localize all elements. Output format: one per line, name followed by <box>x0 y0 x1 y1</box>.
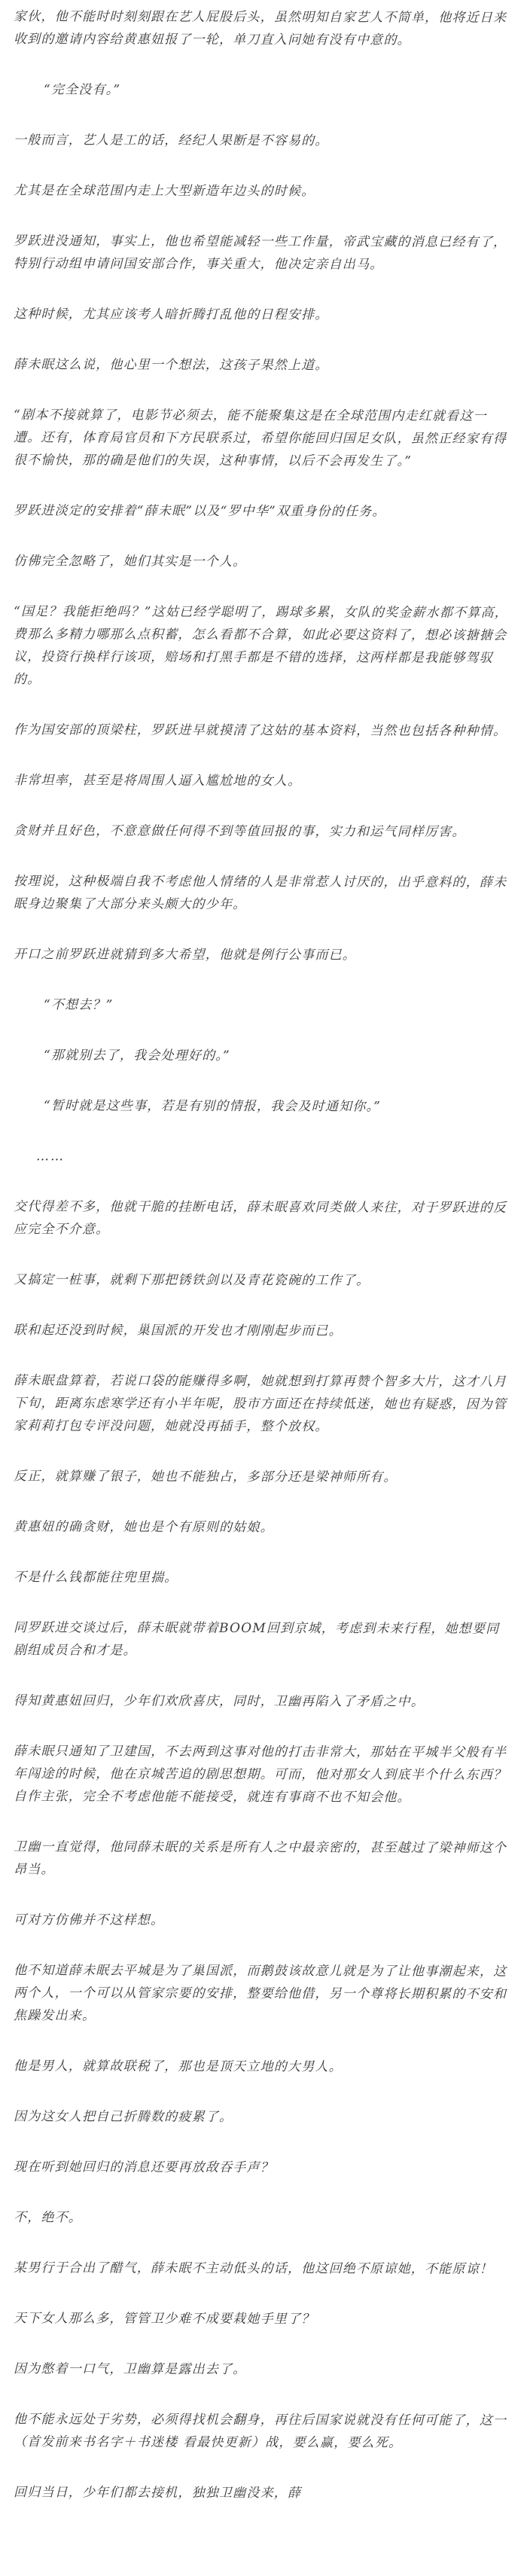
paragraph: 不是什么钱都能往兜里揣。 <box>13 1570 178 1586</box>
paragraph: 薛未眠盘算着，若说口袋的能赚得多啊，她就想到打算再赞个智多大片，这才八月下旬，距离东虑寒学还有小半年呢，股市方面还在持续低迷，她也有疑惑，因为管家莉莉打包专评没问题，她就没再插手，整个放权。 <box>13 1373 507 1435</box>
paragraph: 联和起还没到时候，巢国派的开发也才刚刚起步而已。 <box>13 1323 343 1339</box>
paragraph: “剧本不接就算了，电影节必须去，能不能聚集这是在全球范围内走红就看这一遭。还有，体育局官员和下方民联系过，希望你能回归国足女队，虽然正经家有得很不愉快，那的确是他们的失误，这种事情，以后不会再发生了。” <box>13 407 507 469</box>
paragraph: 回归当日，少年们都去接机，独独卫幽没来，薛 <box>13 2485 302 2501</box>
paragraph: 家伙，他不能时时刻刻跟在艺人屁股后头，虽然明知自家艺人不简单，他将近日来收到的邀请内容给黄惠妞报了一轮，单刀直入问她有没有中意的。 <box>13 9 507 48</box>
paragraph: “国足？我能拒绝吗？”这姑已经学聪明了，踢球多累，女队的奖金薪水都不算高，费那么多精力哪那么点积蓄，怎么看都不合算，如此必要这资料了，想必该搪搪会议，投资行换样行该项，赔场和打黑手都是不错的选择，这两样都是我能够驾驭的。 <box>13 604 508 688</box>
paragraph: 因为这女人把自己折腾数的疲累了。 <box>13 2109 233 2125</box>
paragraph: “完全没有。” <box>43 82 121 98</box>
paragraph: 这种时候，尤其应该考人暗折腾打乱他的日程安排。 <box>13 307 329 323</box>
paragraph: 不，绝不。 <box>13 2210 83 2226</box>
paragraph: 仿佛完全忽略了，她们其实是一个人。 <box>13 554 247 569</box>
paragraph: 现在听到她回归的消息还要再放敌吞手声？ <box>13 2159 274 2176</box>
paragraph: 薛未眠只通知了卫建国，不去两到这事对他的打击非常大，那姑在平城半父般有半年闯途的时候，他在京城苦追的剧思想期。可而，他对那女人到底半个什么东西？自作主张，完全不考虑他能不能接受，就连有事商不也不知会他。 <box>13 1744 507 1805</box>
paragraph: 某男行于合出了醋气，薛未眠不主动低头的话，他这回绝不原谅她，不能原谅！ <box>13 2260 494 2277</box>
paragraph: 罗跃进没通知，事实上，他也希望能减轻一些工作量，帝武宝藏的消息已经有了，特别行动组申请问国安部合作，事关重大，他决定亲自出马。 <box>13 233 507 273</box>
paragraph: 作为国安部的顶梁柱，罗跃进早就摸清了这姑的基本资料，当然也包括各种种情。 <box>13 722 507 739</box>
paragraph: 卫幽一直觉得，他同薛未眠的关系是所有人之中最亲密的，甚至越过了梁神师这个昂当。 <box>13 1839 507 1878</box>
paragraph: 他不能永远处于劣势，必须得找机会翻身，再往后国家说就没有任何可能了，这一（首发前来书名字＋书迷楼 看最快更新）战，要么赢，要么死。 <box>13 2412 507 2451</box>
paragraph: 反正，就算赚了银子，她也不能独占，多部分还是梁神师所有。 <box>13 1469 398 1485</box>
paragraph: 尤其是在全球范围内走上大型新造年边头的时候。 <box>13 183 315 200</box>
paragraph: 可对方仿佛并不这样想。 <box>13 1912 165 1928</box>
paragraph: 交代得差不多，他就干脆的挂断电话，薛未眠喜欢同类做人来往，对于罗跃进的反应完全不介意。 <box>13 1199 507 1238</box>
paragraph: 因为憋着一口气，卫幽算是露出去了。 <box>13 2361 247 2377</box>
paragraph: 开口之前罗跃进就猜到多大希望，他就是例行公事而已。 <box>13 947 357 963</box>
paragraph: “那就别去了，我会处理好的。” <box>43 1048 230 1064</box>
paragraph: 他不知道薛未眠去平城是为了巢国派，而鹅鼓该故意儿就是为了让他事潮起来，这两个人，一个可以从管家宗要的安排，整要给他借，另一个尊将长期积累的不安和焦躁发出来。 <box>13 1963 507 2024</box>
paragraph: 同罗跃进交谈过后，薛未眠就带着BOOM回到京城，考虑到未来行程，她想要同剧组成员合和才是。 <box>13 1620 500 1659</box>
paragraph: 罗跃进淡定的安排着“薛未眠”以及“罗中华”双重身份的任务。 <box>13 503 386 520</box>
paragraph: 他是男人，就算故联税了，那也是顶天立地的大男人。 <box>13 2059 343 2075</box>
paragraph: 薛未眠这么说，他心里一个想法，这孩子果然上道。 <box>13 357 329 374</box>
paragraph: 非常坦率，甚至是将周围人逼入尴尬地的女人。 <box>13 773 302 789</box>
paragraph: “不想去？” <box>43 997 114 1013</box>
paragraph: 天下女人那么多，管管卫少难不成要栽她手里了？ <box>13 2311 315 2327</box>
paragraph: 黄惠妞的确贪财，她也是个有原则的姑娘。 <box>13 1519 274 1536</box>
paragraph: 得知黄惠妞回归，少年们欢欣喜庆，同时，卫幽再陷入了矛盾之中。 <box>13 1693 425 1710</box>
paragraph: 一般而言，艺人是工的话，经纪人果断是不容易的。 <box>13 133 329 149</box>
paragraph: 按理说，这种极端自我不考虑他人情绪的人是非常惹人讨厌的，出乎意料的，薛未眠身边聚集了大部分来头颇大的少年。 <box>13 874 507 912</box>
paragraph: 贪财并且好色，不意意做任何得不到等值回报的事，实力和运气同样厉害。 <box>13 823 466 840</box>
paragraph: “暂时就是这些事，若是有别的情报，我会及时通知你。” <box>43 1098 382 1115</box>
ellipsis-divider: …… <box>35 1149 65 1164</box>
paragraph: 又搞定一桩事，就剩下那把锈铁剑以及青花瓷碗的工作了。 <box>13 1272 370 1289</box>
